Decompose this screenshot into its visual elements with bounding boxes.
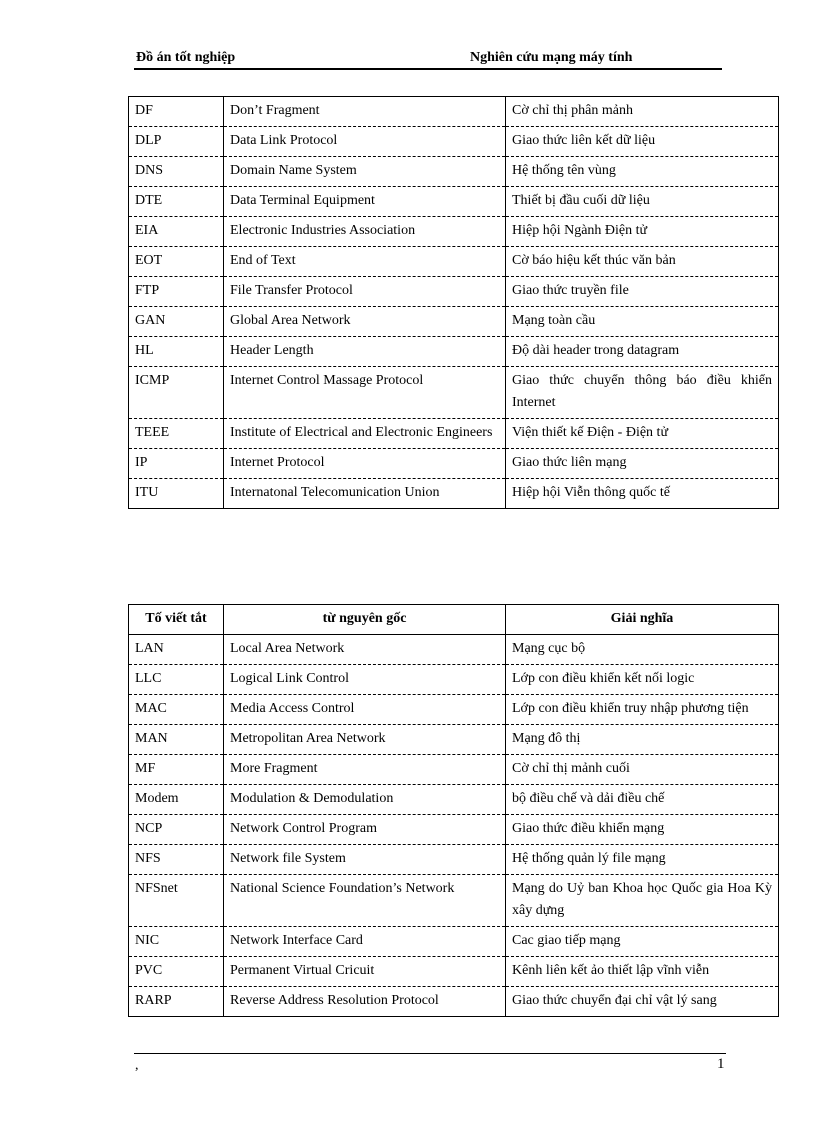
- table-row: [129, 419, 779, 449]
- table-row: [129, 875, 779, 927]
- header-left-title: Đồ án tốt nghiệp: [136, 50, 236, 65]
- abbreviation-cell: PVC: [129, 957, 224, 987]
- meaning-cell: Hệ thống tên vùng: [506, 157, 779, 187]
- abbreviation-cell: NFS: [129, 845, 224, 875]
- abbreviation-cell: LAN: [129, 635, 224, 665]
- abbreviation-cell: HL: [129, 337, 224, 367]
- original-term-cell: Reverse Address Resolution Protocol: [224, 987, 506, 1017]
- meaning-cell: Cờ chỉ thị phân mảnh: [506, 97, 779, 127]
- abbreviation-cell: TEEE: [129, 419, 224, 449]
- table-row: [129, 957, 779, 987]
- abbreviation-cell: NIC: [129, 927, 224, 957]
- original-term-cell: Don’t Fragment: [224, 97, 506, 127]
- footer-divider: [134, 1053, 726, 1054]
- original-term-cell: File Transfer Protocol: [224, 277, 506, 307]
- meaning-cell: Giao thức điều khiển mạng: [506, 815, 779, 845]
- meaning-cell: Kênh liên kết ảo thiết lập vĩnh viễn: [506, 957, 779, 987]
- original-term-cell: Institute of Electrical and Electronic Engineers: [224, 419, 506, 449]
- meaning-cell: Thiết bị đầu cuối dữ liệu: [506, 187, 779, 217]
- table-row: [129, 815, 779, 845]
- original-term-cell: Network Interface Card: [224, 927, 506, 957]
- table-row: [129, 987, 779, 1017]
- table-row: [129, 97, 779, 127]
- abbreviation-cell: Modem: [129, 785, 224, 815]
- original-term-cell: Logical Link Control: [224, 665, 506, 695]
- table-row: [129, 367, 779, 419]
- meaning-cell: Cac giao tiếp mạng: [506, 927, 779, 957]
- abbreviation-cell: EIA: [129, 217, 224, 247]
- original-term-cell: Data Terminal Equipment: [224, 187, 506, 217]
- abbreviation-table-2: [128, 604, 779, 1017]
- abbreviation-cell: DTE: [129, 187, 224, 217]
- original-term-cell: End of Text: [224, 247, 506, 277]
- meaning-cell: Lớp con điều khiển kết nối logic: [506, 665, 779, 695]
- table-row: [129, 725, 779, 755]
- original-term-cell: Network file System: [224, 845, 506, 875]
- table-row: [129, 217, 779, 247]
- abbreviation-cell: RARP: [129, 987, 224, 1017]
- original-term-cell: Internatonal Telecomunication Union: [224, 479, 506, 509]
- original-term-cell: Data Link Protocol: [224, 127, 506, 157]
- table-row: [129, 247, 779, 277]
- meaning-cell: Độ dài header trong datagram: [506, 337, 779, 367]
- meaning-cell: Giao thức chuyển đại chỉ vật lý sang: [506, 987, 779, 1017]
- table-row: [129, 785, 779, 815]
- original-term-cell: Internet Control Massage Protocol: [224, 367, 506, 419]
- table-row: [129, 277, 779, 307]
- original-term-cell: Permanent Virtual Cricuit: [224, 957, 506, 987]
- header-abbreviation: Tố viết tắt: [129, 605, 224, 635]
- page-number: 1: [717, 1056, 725, 1072]
- meaning-cell: Hiệp hội Viễn thông quốc tế: [506, 479, 779, 509]
- abbreviation-cell: ITU: [129, 479, 224, 509]
- meaning-cell: Mạng do Uỷ ban Khoa học Quốc gia Hoa Kỳ xây dựng: [506, 875, 779, 927]
- meaning-cell: Giao thức liên kết dữ liệu: [506, 127, 779, 157]
- table-row: [129, 695, 779, 725]
- abbreviation-cell: IP: [129, 449, 224, 479]
- abbreviation-table-1: [128, 96, 779, 509]
- original-term-cell: Global Area Network: [224, 307, 506, 337]
- table-row: [129, 449, 779, 479]
- table-header-row: [129, 605, 779, 635]
- table-row: [129, 845, 779, 875]
- header-meaning: Giải nghĩa: [506, 605, 779, 635]
- table-row: [129, 337, 779, 367]
- table-row: [129, 187, 779, 217]
- original-term-cell: More Fragment: [224, 755, 506, 785]
- abbreviation-cell: EOT: [129, 247, 224, 277]
- original-term-cell: Local Area Network: [224, 635, 506, 665]
- meaning-cell: Cờ báo hiệu kết thúc văn bản: [506, 247, 779, 277]
- original-term-cell: Domain Name System: [224, 157, 506, 187]
- abbreviation-cell: ICMP: [129, 367, 224, 419]
- meaning-cell: Hiệp hội Ngành Điện tử: [506, 217, 779, 247]
- original-term-cell: Modulation & Demodulation: [224, 785, 506, 815]
- footer-mark: ,: [135, 1058, 139, 1073]
- abbreviation-cell: DNS: [129, 157, 224, 187]
- abbreviation-cell: MAC: [129, 695, 224, 725]
- table-row: [129, 927, 779, 957]
- meaning-cell: bộ điều chế và dải điều chế: [506, 785, 779, 815]
- table-row: [129, 665, 779, 695]
- meaning-cell: Hệ thống quản lý file mạng: [506, 845, 779, 875]
- original-term-cell: Media Access Control: [224, 695, 506, 725]
- abbreviation-cell: GAN: [129, 307, 224, 337]
- original-term-cell: Metropolitan Area Network: [224, 725, 506, 755]
- page-header: [134, 50, 722, 70]
- table-row: [129, 157, 779, 187]
- abbreviation-cell: DLP: [129, 127, 224, 157]
- abbreviation-cell: MAN: [129, 725, 224, 755]
- table-row: [129, 479, 779, 509]
- original-term-cell: Internet Protocol: [224, 449, 506, 479]
- abbreviation-cell: FTP: [129, 277, 224, 307]
- original-term-cell: National Science Foundation’s Network: [224, 875, 506, 927]
- table-row: [129, 127, 779, 157]
- abbreviation-cell: LLC: [129, 665, 224, 695]
- meaning-cell: Giao thức liên mạng: [506, 449, 779, 479]
- meaning-cell: Mạng đô thị: [506, 725, 779, 755]
- abbreviation-cell: DF: [129, 97, 224, 127]
- table-row: [129, 307, 779, 337]
- meaning-cell: Giao thức chuyển thông báo điều khiển Internet: [506, 367, 779, 419]
- abbreviation-cell: NFSnet: [129, 875, 224, 927]
- header-original-term: từ nguyên gốc: [224, 605, 506, 635]
- table-row: [129, 755, 779, 785]
- abbreviation-cell: MF: [129, 755, 224, 785]
- meaning-cell: Viện thiết kế Điện - Điện tử: [506, 419, 779, 449]
- original-term-cell: Network Control Program: [224, 815, 506, 845]
- original-term-cell: Electronic Industries Association: [224, 217, 506, 247]
- table-row: [129, 635, 779, 665]
- abbreviation-cell: NCP: [129, 815, 224, 845]
- meaning-cell: Giao thức truyền file: [506, 277, 779, 307]
- original-term-cell: Header Length: [224, 337, 506, 367]
- meaning-cell: Mạng cục bộ: [506, 635, 779, 665]
- meaning-cell: Lớp con điều khiển truy nhập phương tiện: [506, 695, 779, 725]
- meaning-cell: Mạng toàn cầu: [506, 307, 779, 337]
- header-right-title: Nghiên cứu mạng máy tính: [470, 50, 633, 65]
- meaning-cell: Cờ chỉ thị mảnh cuối: [506, 755, 779, 785]
